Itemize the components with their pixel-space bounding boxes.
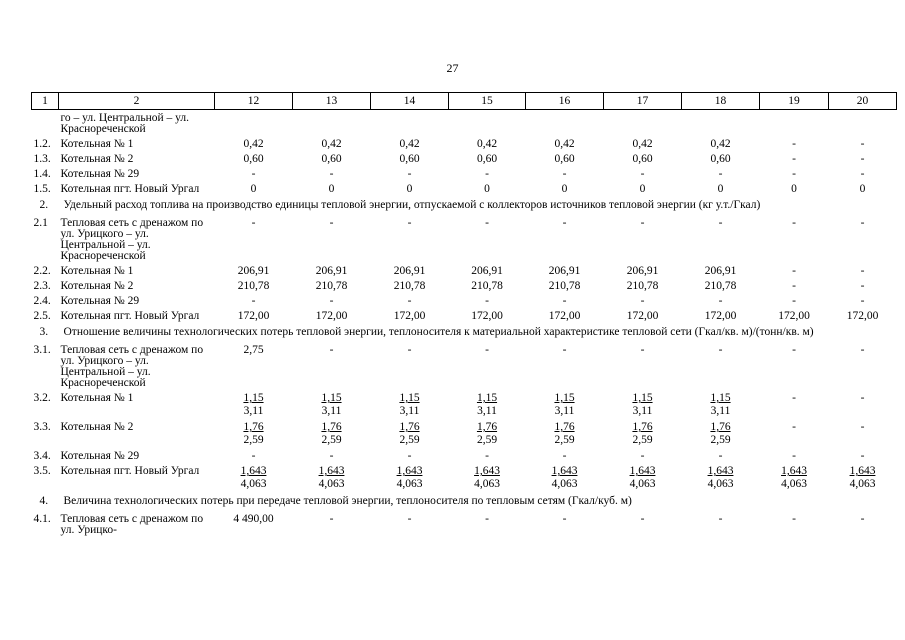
value-cell: - (485, 217, 489, 229)
value-cell: 172,00 (471, 310, 503, 322)
value-cell: 4,063 (781, 478, 807, 490)
row-number: 3.1. (33, 344, 51, 356)
row-number (32, 434, 59, 448)
value-cell: - (718, 513, 723, 525)
value-cell: - (640, 168, 645, 180)
value-cell: 206,91 (315, 265, 348, 277)
table-row (32, 151, 897, 166)
table-row (32, 110, 897, 137)
row-name (59, 405, 215, 419)
row-name: Котельная № 2 (60, 153, 134, 165)
row-name: го – ул. Центральной – ул. Краснореченской (60, 112, 189, 135)
row-name: Котельная пгт. Новый Ургал (60, 465, 200, 477)
value-cell: - (792, 153, 796, 165)
value-cell: 4,063 (629, 478, 656, 490)
row-name: Котельная № 1 (60, 392, 134, 404)
value-cell: 172,00 (237, 310, 270, 322)
table-row (32, 166, 897, 181)
value-cell: - (640, 513, 645, 525)
header-cell: 12 (215, 93, 293, 110)
value-cell: 0 (328, 183, 335, 195)
value-cell: - (562, 513, 567, 525)
value-cell: 1,76 (321, 421, 342, 433)
header-cell: 13 (293, 93, 371, 110)
value-cell: 0,42 (321, 138, 342, 150)
row-number: 2.3. (33, 280, 51, 292)
value-cell: 0,42 (399, 138, 420, 150)
row-number: 2.2. (33, 265, 51, 277)
value-cell: - (860, 513, 865, 525)
value-cell: 2,59 (476, 434, 498, 446)
value-cell: 206,91 (237, 265, 270, 277)
value-cell: - (485, 513, 489, 525)
value-cell: - (329, 217, 334, 229)
value-cell: - (792, 265, 796, 277)
header-cell: 1 (32, 93, 59, 110)
value-cell: - (407, 450, 412, 462)
value-cell (829, 110, 897, 137)
header-cell: 15 (449, 93, 526, 110)
value-cell: 3,11 (243, 405, 264, 417)
value-cell: - (329, 168, 334, 180)
row-name (59, 434, 215, 448)
value-cell (526, 110, 604, 137)
value-cell: - (860, 138, 865, 150)
row-name: Тепловая сеть с дренажом по ул. Урицкого – ул. Центральной – ул. Краснореченской (60, 344, 204, 389)
value-cell: 0,42 (710, 138, 731, 150)
value-cell: 206,91 (471, 265, 503, 277)
value-cell: - (329, 513, 334, 525)
value-cell: 1,643 (318, 465, 345, 477)
value-cell: 206,91 (548, 265, 581, 277)
row-number: 4.1. (33, 513, 51, 525)
data-table (31, 92, 897, 537)
value-cell: - (562, 295, 567, 307)
value-cell: - (792, 217, 796, 229)
value-cell: - (860, 280, 865, 292)
table-row (32, 405, 897, 419)
value-cell (604, 110, 682, 137)
table-row (32, 434, 897, 448)
value-cell: 0,60 (710, 153, 731, 165)
value-cell: 0,42 (476, 138, 498, 150)
section-header-row (32, 196, 897, 215)
value-cell: - (860, 153, 865, 165)
value-cell: 2,59 (321, 434, 342, 446)
value-cell: - (792, 344, 796, 356)
table-row (32, 419, 897, 434)
value-cell: 210,78 (626, 280, 659, 292)
value-cell: - (251, 168, 256, 180)
row-number: 1.5. (33, 183, 51, 195)
value-cell: 210,78 (237, 280, 270, 292)
section-text: Величина технологических потерь при передаче тепловой энергии, теплоносителя по тепловым сетям (Гкал/куб. м) (63, 495, 632, 507)
section-title (32, 323, 897, 342)
value-cell: 3,11 (477, 405, 497, 417)
value-cell: - (562, 344, 567, 356)
value-cell: 1,76 (243, 421, 264, 433)
table-row (32, 293, 897, 308)
value-cell: 206,91 (626, 265, 659, 277)
value-cell: 0 (639, 183, 646, 195)
value-cell: 1,76 (476, 421, 498, 433)
value-cell: 1,15 (399, 392, 420, 404)
value-cell: 1,76 (554, 421, 575, 433)
value-cell: 1,76 (710, 421, 731, 433)
value-cell: - (485, 344, 489, 356)
row-number (32, 405, 59, 419)
value-cell: - (860, 450, 865, 462)
value-cell: 4 490,00 (233, 513, 274, 525)
value-cell: 0 (484, 183, 490, 195)
value-cell: - (860, 265, 865, 277)
value-cell: - (407, 168, 412, 180)
value-cell (829, 434, 897, 448)
value-cell: - (860, 392, 865, 404)
table-row (32, 478, 897, 492)
table-row (32, 263, 897, 278)
value-cell: 172,00 (548, 310, 581, 322)
value-cell: - (562, 168, 567, 180)
value-cell: 1,15 (554, 392, 575, 404)
row-number: 3.3. (33, 421, 51, 433)
value-cell: 210,78 (315, 280, 348, 292)
value-cell: 1,643 (551, 465, 578, 477)
row-name: Котельная № 29 (60, 295, 140, 307)
value-cell: 2,59 (554, 434, 575, 446)
value-cell: 1,15 (243, 392, 264, 404)
header-cell: 18 (682, 93, 760, 110)
value-cell: - (329, 344, 334, 356)
value-cell: - (485, 295, 489, 307)
section-number: 3. (39, 326, 49, 338)
value-cell: 0 (717, 183, 724, 195)
value-cell: - (640, 450, 645, 462)
value-cell: - (792, 392, 796, 404)
table-row (32, 390, 897, 405)
value-cell: 4,063 (318, 478, 345, 490)
row-name: Котельная № 1 (60, 265, 134, 277)
row-name: Котельная пгт. Новый Ургал (60, 183, 200, 195)
value-cell: - (640, 295, 645, 307)
row-name: Котельная № 1 (60, 138, 134, 150)
value-cell: - (485, 450, 489, 462)
value-cell (760, 405, 829, 419)
value-cell: 1,643 (629, 465, 656, 477)
value-cell: 1,76 (399, 421, 420, 433)
value-cell: 0,60 (399, 153, 420, 165)
value-cell (760, 434, 829, 448)
value-cell: - (407, 217, 412, 229)
table-row (32, 463, 897, 478)
value-cell: 1,643 (707, 465, 734, 477)
row-name: Тепловая сеть с дренажом по ул. Урицко- (60, 513, 204, 536)
value-cell: 172,00 (846, 310, 879, 322)
value-cell: 1,643 (240, 465, 267, 477)
row-number: 1.3. (33, 153, 51, 165)
header-cell: 16 (526, 93, 604, 110)
value-cell: 172,00 (626, 310, 659, 322)
table-header-row (32, 93, 897, 110)
value-cell: 1,15 (476, 392, 498, 404)
header-cell: 17 (604, 93, 682, 110)
value-cell: 1,643 (781, 465, 807, 477)
value-cell: 4,063 (240, 478, 267, 490)
value-cell: 3,11 (399, 405, 420, 417)
row-number: 2.1 (33, 217, 48, 229)
header-cell: 20 (829, 93, 897, 110)
value-cell: 0,42 (554, 138, 575, 150)
value-cell: - (640, 217, 645, 229)
value-cell: - (485, 168, 489, 180)
value-cell: - (792, 295, 796, 307)
value-cell: - (407, 513, 412, 525)
value-cell: 172,00 (315, 310, 348, 322)
row-number (32, 478, 59, 492)
header-cell: 2 (59, 93, 215, 110)
value-cell: 0 (859, 183, 866, 195)
value-cell: - (718, 344, 723, 356)
row-name: Котельная № 2 (60, 421, 134, 433)
section-title (32, 492, 897, 511)
value-cell: - (792, 421, 796, 433)
value-cell: - (407, 344, 412, 356)
value-cell: 206,91 (704, 265, 737, 277)
value-cell: - (792, 280, 796, 292)
value-cell: 0,60 (632, 153, 653, 165)
value-cell: 210,78 (704, 280, 737, 292)
row-number: 2.4. (33, 295, 51, 307)
value-cell (449, 110, 526, 137)
value-cell: - (251, 217, 256, 229)
header-cell: 19 (760, 93, 829, 110)
section-text: Удельный расход топлива на производство единицы тепловой энергии, отпускаемой с коллекторов источников тепловой энергии (кг у.т./Гкал) (63, 199, 761, 211)
row-name: Котельная № 29 (60, 168, 140, 180)
page-number: 27 (446, 61, 459, 75)
value-cell: 0 (791, 183, 797, 195)
table-row (32, 308, 897, 323)
value-cell: - (860, 344, 865, 356)
value-cell (371, 110, 449, 137)
section-number: 4. (39, 495, 49, 507)
value-cell (829, 405, 897, 419)
section-header-row (32, 323, 897, 342)
value-cell: - (792, 168, 796, 180)
value-cell: 4,063 (707, 478, 734, 490)
value-cell: 2,75 (243, 344, 264, 356)
value-cell: 3,11 (321, 405, 342, 417)
value-cell: - (860, 217, 865, 229)
value-cell: 3,11 (632, 405, 653, 417)
value-cell: - (860, 421, 865, 433)
value-cell: - (640, 344, 645, 356)
value-cell (760, 110, 829, 137)
value-cell: - (860, 295, 865, 307)
value-cell: 0 (561, 183, 568, 195)
value-cell: 0,60 (554, 153, 575, 165)
row-number: 2.5. (33, 310, 51, 322)
value-cell: 2,59 (632, 434, 653, 446)
value-cell: - (860, 168, 865, 180)
value-cell: 1,15 (632, 392, 653, 404)
value-cell: - (562, 450, 567, 462)
value-cell: 1,76 (632, 421, 653, 433)
row-name: Тепловая сеть с дренажом по ул. Урицкого – ул. Центральной – ул. Краснореченской (60, 217, 204, 262)
section-header-row (32, 492, 897, 511)
value-cell: - (251, 295, 256, 307)
table-row (32, 342, 897, 390)
value-cell: 1,643 (849, 465, 876, 477)
value-cell (215, 110, 293, 137)
value-cell: 210,78 (548, 280, 581, 292)
value-cell: - (329, 295, 334, 307)
value-cell: 2,59 (399, 434, 420, 446)
table-row (32, 215, 897, 263)
value-cell: 0,42 (632, 138, 653, 150)
row-name (59, 478, 215, 492)
row-number: 1.2. (33, 138, 51, 150)
value-cell: 4,063 (396, 478, 423, 490)
row-name: Котельная № 29 (60, 450, 140, 462)
value-cell (293, 110, 371, 137)
value-cell: 4,063 (849, 478, 876, 490)
value-cell: 172,00 (778, 310, 810, 322)
value-cell: - (792, 513, 796, 525)
value-cell: 2,59 (710, 434, 731, 446)
value-cell: - (718, 217, 723, 229)
value-cell: 1,15 (710, 392, 731, 404)
value-cell: 0 (406, 183, 413, 195)
value-cell: 4,063 (551, 478, 578, 490)
section-number: 2. (39, 199, 49, 211)
value-cell: 206,91 (393, 265, 426, 277)
value-cell: 3,11 (710, 405, 731, 417)
value-cell: - (562, 217, 567, 229)
row-number: 3.5. (33, 465, 51, 477)
table-row (32, 181, 897, 196)
row-number: 3.4. (33, 450, 51, 462)
table-row (32, 278, 897, 293)
value-cell: 0,42 (243, 138, 264, 150)
value-cell: 1,643 (396, 465, 423, 477)
header-cell: 14 (371, 93, 449, 110)
row-number: 1.4. (33, 168, 51, 180)
value-cell: 1,15 (321, 392, 342, 404)
table-row (32, 511, 897, 537)
value-cell: - (407, 295, 412, 307)
value-cell: 0 (250, 183, 257, 195)
row-name: Котельная пгт. Новый Ургал (60, 310, 200, 322)
row-number: 3.2. (33, 392, 51, 404)
value-cell: 4,063 (474, 478, 500, 490)
value-cell: 210,78 (471, 280, 503, 292)
value-cell: - (329, 450, 334, 462)
row-name: Котельная № 2 (60, 280, 134, 292)
value-cell: 2,59 (243, 434, 264, 446)
table-row (32, 448, 897, 463)
value-cell: 172,00 (704, 310, 737, 322)
value-cell: 3,11 (554, 405, 575, 417)
value-cell: 210,78 (393, 280, 426, 292)
value-cell: - (792, 450, 796, 462)
value-cell: - (718, 450, 723, 462)
value-cell: 1,643 (474, 465, 500, 477)
value-cell: 172,00 (393, 310, 426, 322)
value-cell: - (718, 295, 723, 307)
section-title (32, 196, 897, 215)
value-cell: - (792, 138, 796, 150)
table-row (32, 136, 897, 151)
section-text: Отношение величины технологических потерь тепловой энергии, теплоносителя к материальной характеристике тепловой сети (Гкал/кв. м)/(тонн/кв. м) (63, 326, 814, 338)
value-cell (682, 110, 760, 137)
value-cell: 0,60 (476, 153, 498, 165)
value-cell: - (251, 450, 256, 462)
value-cell: 0,60 (321, 153, 342, 165)
value-cell: - (718, 168, 723, 180)
row-number (32, 110, 59, 137)
value-cell: 0,60 (243, 153, 264, 165)
